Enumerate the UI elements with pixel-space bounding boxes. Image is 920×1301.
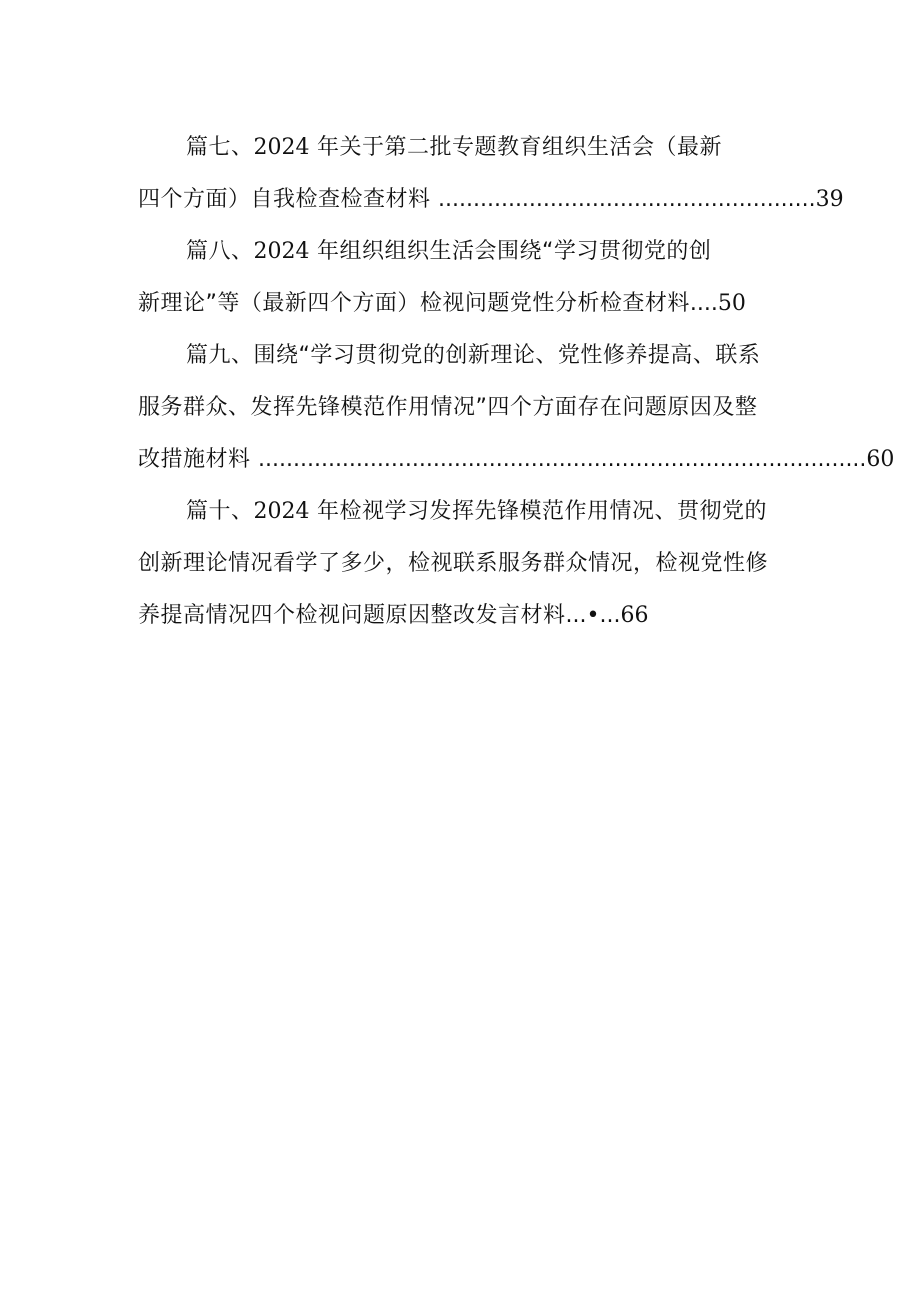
- toc-entry-title: 年检视学习发挥先锋模范作用情况、贯彻党的: [317, 499, 768, 524]
- toc-entry-7[interactable]: [138, 122, 844, 226]
- toc-entry-title-cont: 新理论”等（最新四个方面）检视问题党性分析检查材料: [138, 291, 690, 316]
- toc-page-number: 66: [620, 603, 649, 628]
- toc-page-number: 50: [717, 291, 746, 316]
- toc-entry-title-cont: 创新理论情况看学了多少，检视联系服务群众情况，检视党性修: [138, 551, 769, 576]
- toc-page-number: 60: [866, 447, 895, 472]
- toc-entry-title-line: [138, 382, 788, 434]
- toc-entry-8[interactable]: [138, 226, 788, 330]
- toc-entry-10[interactable]: [138, 486, 788, 642]
- toc-dot-leader: ......................................................: [438, 187, 816, 212]
- toc-entry-title-line: [138, 122, 788, 174]
- toc-entry-year: 2024: [253, 499, 310, 524]
- toc-entry-title-cont: 改措施材料: [138, 447, 251, 472]
- toc-entry-title-line: [138, 278, 788, 330]
- toc-entry-title: 年关于第二批专题教育组织生活会（最新: [317, 135, 723, 160]
- toc-entry-9[interactable]: [138, 330, 895, 486]
- table-of-contents: [138, 122, 895, 642]
- toc-entry-title-line: [138, 330, 788, 382]
- toc-entry-title-cont: 四个方面）自我检查检查材料: [138, 187, 431, 212]
- toc-dot-leader: ...•...: [565, 603, 621, 628]
- toc-entry-title-line: [138, 590, 788, 642]
- toc-entry-prefix: 篇七、: [186, 135, 254, 160]
- toc-entry-title-cont: 服务群众、发挥先锋模范作用情况”四个方面存在问题原因及整: [138, 395, 758, 420]
- toc-entry-year: 2024: [253, 239, 310, 264]
- toc-page-number: 39: [815, 187, 844, 212]
- toc-entry-title-line: [138, 226, 788, 278]
- toc-entry-title: 年组织组织生活会围绕“学习贯彻党的创: [317, 239, 712, 264]
- toc-entry-prefix: 篇八、: [186, 239, 254, 264]
- toc-entry-title-cont: 养提高情况四个检视问题原因整改发言材料: [138, 603, 566, 628]
- toc-dot-leader: ....: [689, 291, 718, 316]
- toc-entry-title: 篇九、围绕“学习贯彻党的创新理论、党性修养提高、联系: [186, 343, 761, 368]
- toc-entry-title-line: [138, 434, 895, 486]
- toc-entry-title-line: [138, 538, 788, 590]
- toc-entry-year: 2024: [253, 135, 310, 160]
- toc-entry-title-line: [138, 486, 788, 538]
- toc-entry-title-line: [138, 174, 844, 226]
- toc-entry-prefix: 篇十、: [186, 499, 254, 524]
- toc-dot-leader: .......................................................................................: [258, 447, 867, 472]
